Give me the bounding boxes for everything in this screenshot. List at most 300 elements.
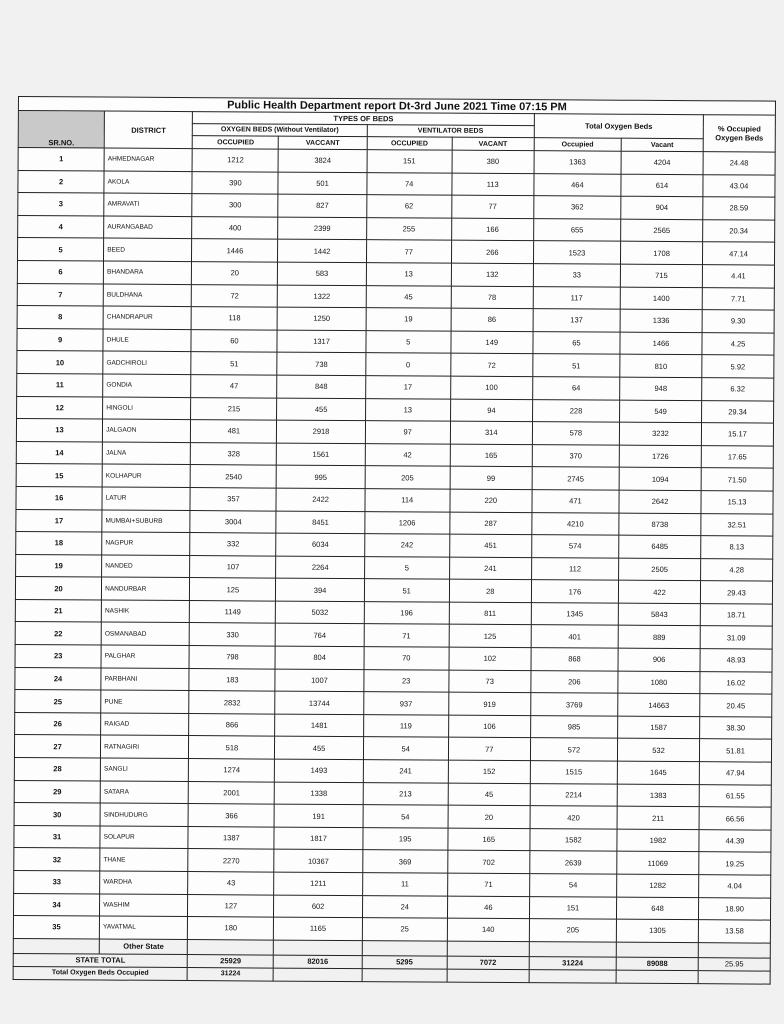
total-vacant: 1708	[620, 242, 702, 265]
total-vacant-header: Vacant	[621, 138, 703, 152]
oxygen-vacant: 1442	[278, 239, 366, 262]
total-vacant: 889	[618, 626, 700, 649]
total-vacant: 1400	[620, 287, 702, 310]
sl-no: 26	[15, 712, 101, 735]
oxygen-occupied: 2832	[189, 691, 275, 714]
ventilator-vacant: 287	[450, 512, 532, 535]
pct-occupied: 29.43	[700, 581, 772, 604]
total-occupied-value: 31224	[187, 967, 273, 981]
oxygen-occupied: 2001	[189, 781, 275, 804]
oxygen-vacant: 2918	[277, 420, 365, 443]
total-occupied: 137	[533, 309, 620, 332]
total-occupied: 655	[533, 218, 620, 241]
sl-no: 3	[18, 193, 104, 216]
sl-no: 5	[17, 238, 103, 261]
district-name: RAIGAD	[101, 713, 189, 736]
ventilator-vacant: 102	[449, 647, 531, 670]
district-name: OSMANABAD	[101, 622, 189, 645]
pct-occupied: 38.30	[700, 717, 772, 740]
pct-occupied: 31.09	[700, 626, 772, 649]
oxygen-vacant: 1007	[275, 669, 363, 692]
oxygen-vacant: 8451	[276, 511, 364, 534]
oxygen-vacant: 2399	[278, 217, 366, 240]
ventilator-occupied: 54	[363, 805, 448, 828]
report-sheet	[13, 96, 776, 978]
sl-no: 28	[14, 758, 100, 781]
oxygen-occupied: 125	[190, 578, 276, 601]
sl-no: 17	[16, 509, 102, 532]
ventilator-vacant: 73	[449, 670, 531, 693]
ventilator-occupied: 119	[363, 714, 448, 737]
pct-occupied: 15.17	[701, 423, 773, 446]
oxygen-occupied: 798	[189, 646, 275, 669]
sl-no-header: SR.NO.	[18, 111, 104, 149]
oxygen-vacant: 804	[275, 646, 363, 669]
total-occupied: 1363	[534, 151, 621, 174]
pct-occupied: 61.55	[699, 784, 771, 807]
ventilator-occupied: 11	[362, 873, 447, 896]
oxygen-vacant: 1317	[277, 330, 365, 353]
pct-occupied: 5.92	[702, 355, 774, 378]
other-state-cell	[188, 939, 274, 955]
sl-no: 27	[14, 735, 100, 758]
oxygen-vacant: 583	[278, 262, 366, 285]
total-occupied-header: Occupied	[534, 138, 621, 152]
ventilator-occupied: 213	[363, 782, 448, 805]
pct-occupied-header: % Occupied Oxygen Beds	[703, 115, 775, 152]
ventilator-vacant: 99	[450, 466, 532, 489]
oxygen-occupied: 481	[191, 420, 277, 443]
oxygen-occupied: 127	[188, 894, 274, 917]
other-state-cell	[362, 940, 447, 956]
ventilator-vacant: 77	[452, 195, 534, 218]
state-total-ventilator-occupied: 5295	[362, 955, 447, 969]
total-vacant: 1305	[616, 919, 698, 942]
sl-no: 23	[15, 645, 101, 668]
other-state-sl	[13, 938, 99, 954]
sl-no: 35	[13, 916, 99, 939]
district-name: NASHIK	[101, 600, 189, 623]
other-state-cell	[616, 942, 698, 958]
oxygen-vacant: 2264	[276, 556, 364, 579]
total-occupied: 117	[533, 286, 620, 309]
oxygen-occupied: 118	[191, 307, 277, 330]
ventilator-vacant: 166	[451, 218, 533, 241]
district-name: BHANDARA	[103, 261, 191, 284]
sl-no: 14	[16, 441, 102, 464]
sl-no: 9	[17, 328, 103, 351]
total-vacant: 1645	[617, 761, 699, 784]
district-header: DISTRICT	[104, 111, 192, 149]
pct-occupied: 8.13	[701, 536, 773, 559]
ventilator-occupied: 74	[367, 172, 452, 195]
ventilator-vacant: 45	[448, 783, 530, 806]
oxygen-occupied: 1149	[190, 600, 276, 623]
total-occupied-empty	[529, 969, 616, 983]
pct-occupied: 44.39	[699, 829, 771, 852]
pct-occupied: 7.71	[702, 287, 774, 310]
total-vacant: 14663	[618, 693, 700, 716]
district-name: BULDHANA	[103, 284, 191, 307]
oxygen-occupied-header: OCCUPIED	[193, 136, 279, 150]
oxygen-vacant: 455	[277, 398, 365, 421]
oxygen-occupied: 866	[189, 713, 275, 736]
total-occupied: 574	[532, 535, 619, 558]
ventilator-vacant: 165	[448, 828, 530, 851]
ventilator-occupied: 42	[365, 443, 450, 466]
ventilator-occupied: 54	[363, 737, 448, 760]
ventilator-occupied: 241	[363, 760, 448, 783]
pct-occupied: 66.56	[699, 807, 771, 830]
total-occupied: 1523	[533, 241, 620, 264]
district-name: GADCHIROLI	[103, 351, 191, 374]
oxygen-vacant: 3824	[279, 149, 367, 172]
total-occupied: 65	[533, 331, 620, 354]
state-total-oxygen-occupied: 25929	[188, 954, 274, 968]
total-occupied-label: Total Oxygen Beds Occupied	[13, 966, 187, 980]
pct-occupied: 32.51	[701, 513, 773, 536]
total-occupied: 985	[530, 715, 617, 738]
total-occupied: 2745	[532, 467, 619, 490]
state-total-total-occupied: 31224	[529, 956, 616, 970]
oxygen-occupied: 180	[188, 917, 274, 940]
oxygen-occupied: 518	[189, 736, 275, 759]
oxygen-occupied: 43	[188, 872, 274, 895]
total-occupied: 2214	[530, 783, 617, 806]
ventilator-occupied: 5	[366, 330, 451, 353]
ventilator-vacant: 86	[451, 308, 533, 331]
total-occupied: 206	[531, 670, 618, 693]
types-of-beds-header: TYPES OF BEDS	[193, 112, 535, 126]
oxygen-vacant: 1481	[275, 714, 363, 737]
oxygen-occupied: 390	[192, 171, 278, 194]
oxygen-occupied: 366	[188, 804, 274, 827]
ventilator-occupied: 77	[366, 240, 451, 263]
oxygen-occupied: 300	[192, 194, 278, 217]
total-occupied: 54	[529, 874, 616, 897]
total-occupied: 4210	[532, 512, 619, 535]
pct-occupied: 29.34	[702, 400, 774, 423]
sl-no: 11	[17, 373, 103, 396]
district-name: RATNAGIRI	[101, 735, 189, 758]
district-name: SINDHUDURG	[100, 803, 188, 826]
district-name: BEED	[104, 238, 192, 261]
pct-occupied: 43.04	[703, 174, 775, 197]
sl-no: 31	[14, 825, 100, 848]
oxygen-vaccant-header: VACCANT	[279, 136, 367, 150]
district-name: AMRAVATI	[104, 193, 192, 216]
sl-no: 34	[13, 893, 99, 916]
total-vacant: 532	[617, 739, 699, 762]
oxygen-occupied: 1446	[192, 239, 278, 262]
oxygen-occupied: 107	[190, 555, 276, 578]
total-occupied: 868	[531, 648, 618, 671]
report-title: Public Health Department report Dt-3rd June 2021 Time 07:15 PM	[18, 97, 775, 116]
oxygen-vacant: 6034	[276, 533, 364, 556]
oxygen-vacant: 1165	[274, 917, 362, 940]
ventilator-vacant: 811	[449, 602, 531, 625]
ventilator-occupied: 51	[364, 579, 449, 602]
pct-occupied: 19.25	[699, 852, 771, 875]
district-name: AURANGABAD	[104, 216, 192, 239]
total-vacant: 948	[620, 377, 702, 400]
oxygen-occupied: 51	[191, 352, 277, 375]
ventilator-vacant: 46	[447, 896, 529, 919]
total-vacant: 1080	[618, 671, 700, 694]
ventilator-occupied: 255	[366, 217, 451, 240]
oxygen-occupied: 357	[190, 487, 276, 510]
oxygen-vacant: 1561	[277, 443, 365, 466]
ventilator-vacant: 241	[449, 557, 531, 580]
total-occupied: 205	[529, 919, 616, 942]
oxygen-vacant: 1338	[275, 782, 363, 805]
total-occupied: 51	[533, 354, 620, 377]
oxygen-occupied: 3004	[190, 510, 276, 533]
sl-no: 1	[18, 148, 104, 171]
total-occupied: 572	[530, 738, 617, 761]
pct-occupied: 6.32	[702, 378, 774, 401]
total-vacant: 1466	[620, 332, 702, 355]
district-name: JALNA	[102, 442, 190, 465]
ventilator-vacant: 78	[451, 286, 533, 309]
ventilator-occupied: 937	[363, 692, 448, 715]
total-vacant: 904	[621, 196, 703, 219]
ventilator-vacant: 152	[448, 760, 530, 783]
district-name: GONDIA	[103, 374, 191, 397]
total-vacant: 810	[620, 355, 702, 378]
other-state-cell	[529, 941, 616, 957]
total-occupied: 176	[531, 580, 618, 603]
oxygen-vacant: 13744	[275, 691, 363, 714]
total-vacant: 1587	[618, 716, 700, 739]
oxygen-occupied: 215	[191, 397, 277, 420]
ventilator-vacant: 165	[450, 444, 532, 467]
oxygen-occupied: 2270	[188, 849, 274, 872]
oxygen-beds-table	[13, 96, 776, 984]
district-name: AHMEDNAGAR	[104, 148, 192, 171]
total-vacant: 1726	[619, 445, 701, 468]
oxygen-vacant: 1250	[278, 307, 366, 330]
ventilator-occupied: 71	[364, 624, 449, 647]
pct-occupied: 18.71	[700, 604, 772, 627]
district-name: NANDURBAR	[102, 577, 190, 600]
oxygen-vacant: 848	[277, 375, 365, 398]
total-occupied: 471	[532, 490, 619, 513]
total-oxygen-beds-header: Total Oxygen Beds	[534, 114, 703, 139]
oxygen-vacant: 827	[278, 194, 366, 217]
ventilator-vacant: 702	[448, 851, 530, 874]
oxygen-vacant: 1817	[274, 827, 362, 850]
district-name: SATARA	[100, 781, 188, 804]
ventilator-occupied: 70	[364, 647, 449, 670]
state-total-label: STATE TOTAL	[13, 953, 187, 967]
pct-occupied: 4.25	[702, 332, 774, 355]
oxygen-vacant: 995	[277, 465, 365, 488]
oxygen-vacant: 1211	[274, 872, 362, 895]
ventilator-vacant: 77	[448, 738, 530, 761]
oxygen-occupied: 330	[189, 623, 275, 646]
pct-occupied: 17.65	[701, 445, 773, 468]
state-total-pct: 25.95	[698, 957, 770, 970]
district-name: NANDED	[102, 555, 190, 578]
ventilator-vacant: 132	[451, 263, 533, 286]
district-name: PUNE	[101, 690, 189, 713]
total-occupied: 64	[532, 377, 619, 400]
total-occupied-empty	[616, 970, 698, 984]
ventilator-vacant: 314	[450, 421, 532, 444]
ventilator-occupied: 1206	[364, 511, 449, 534]
oxygen-occupied: 183	[189, 668, 275, 691]
ventilator-vacant: 220	[450, 489, 532, 512]
ventilator-occupied: 62	[366, 195, 451, 218]
pct-occupied: 18.90	[699, 897, 771, 920]
ventilator-occupied: 45	[366, 285, 451, 308]
sl-no: 20	[15, 577, 101, 600]
sl-no: 13	[16, 419, 102, 442]
pct-occupied: 24.48	[703, 152, 775, 175]
ventilator-occupied: 19	[366, 308, 451, 331]
district-name: MUMBAI+SUBURB	[102, 510, 190, 533]
oxygen-vacant: 455	[275, 737, 363, 760]
district-name: WARDHA	[100, 871, 188, 894]
sl-no: 19	[16, 554, 102, 577]
pct-occupied: 15.13	[701, 491, 773, 514]
oxygen-beds-header: OXYGEN BEDS (Without Ventilator)	[193, 124, 367, 137]
district-name: SOLAPUR	[100, 826, 188, 849]
total-vacant: 8738	[619, 513, 701, 536]
district-name: NAGPUR	[102, 532, 190, 555]
ventilator-occupied: 369	[362, 850, 447, 873]
pct-occupied: 9.30	[702, 310, 774, 333]
sl-no: 10	[17, 351, 103, 374]
ventilator-occupied: 25	[362, 918, 447, 941]
ventilator-vacant: 919	[449, 692, 531, 715]
ventilator-occupied: 13	[366, 263, 451, 286]
district-name: AKOLA	[104, 171, 192, 194]
total-occupied: 578	[532, 422, 619, 445]
other-state-cell	[698, 942, 770, 957]
total-occupied: 464	[534, 173, 621, 196]
ventilator-vacant: 380	[452, 150, 534, 173]
total-vacant: 2505	[619, 558, 701, 581]
oxygen-vacant: 5032	[276, 601, 364, 624]
sl-no: 6	[17, 260, 103, 283]
pct-occupied: 47.94	[699, 762, 771, 785]
pct-occupied: 4.41	[702, 265, 774, 288]
sl-no: 30	[14, 803, 100, 826]
oxygen-occupied: 72	[192, 284, 278, 307]
oxygen-occupied: 328	[191, 442, 277, 465]
district-name: PARBHANI	[101, 668, 189, 691]
sl-no: 18	[16, 532, 102, 555]
ventilator-vacant: 71	[447, 873, 529, 896]
other-state-cell	[447, 941, 529, 957]
ventilator-occupied: 195	[363, 827, 448, 850]
district-name: YAVATMAL	[99, 916, 187, 939]
oxygen-vacant: 738	[277, 352, 365, 375]
total-vacant: 2565	[621, 219, 703, 242]
ventilator-occupied: 151	[367, 150, 452, 173]
ventilator-occupied: 242	[364, 534, 449, 557]
total-occupied: 112	[531, 557, 618, 580]
oxygen-vacant: 10367	[274, 849, 362, 872]
ventilator-vacant: 149	[451, 331, 533, 354]
total-vacant: 648	[616, 897, 698, 920]
total-occupied: 1582	[530, 828, 617, 851]
total-occupied: 362	[534, 196, 621, 219]
total-vacant: 11069	[617, 852, 699, 875]
ventilator-occupied: 24	[362, 895, 447, 918]
ventilator-occupied: 114	[365, 489, 450, 512]
pct-occupied: 71.50	[701, 468, 773, 491]
oxygen-vacant: 2422	[276, 488, 364, 511]
ventilator-vacant: 20	[448, 805, 530, 828]
ventilator-occupied: 97	[365, 421, 450, 444]
total-occupied: 3769	[531, 693, 618, 716]
sl-no: 21	[15, 599, 101, 622]
sl-no: 4	[18, 215, 104, 238]
district-name: LATUR	[102, 487, 190, 510]
pct-occupied: 4.28	[701, 558, 773, 581]
oxygen-occupied: 1274	[189, 759, 275, 782]
total-vacant: 5843	[618, 603, 700, 626]
ventilator-occupied: 196	[364, 601, 449, 624]
ventilator-vacant: 125	[449, 625, 531, 648]
total-occupied-empty	[447, 969, 529, 983]
district-rows	[13, 148, 775, 943]
ventilator-occupied: 17	[365, 376, 450, 399]
district-name: DHULE	[103, 329, 191, 352]
ventilator-vacant: 113	[452, 173, 534, 196]
ventilator-vacant: 451	[449, 534, 531, 557]
state-total-total-vacant: 89088	[616, 957, 698, 971]
oxygen-occupied: 47	[191, 375, 277, 398]
pct-occupied: 47.14	[703, 242, 775, 265]
oxygen-occupied: 60	[191, 329, 277, 352]
sl-no: 2	[18, 170, 104, 193]
oxygen-occupied: 20	[192, 262, 278, 285]
district-name: SANGLI	[100, 758, 188, 781]
total-vacant: 1282	[617, 874, 699, 897]
sl-no: 24	[15, 667, 101, 690]
sl-no: 12	[17, 396, 103, 419]
total-vacant: 614	[621, 174, 703, 197]
oxygen-vacant: 394	[276, 578, 364, 601]
sl-no: 22	[15, 622, 101, 645]
total-vacant: 1336	[620, 309, 702, 332]
ventilator-vacant: 72	[451, 353, 533, 376]
total-occupied: 401	[531, 625, 618, 648]
sl-no: 25	[15, 690, 101, 713]
pct-occupied: 48.93	[700, 649, 772, 672]
district-name: PALGHAR	[101, 645, 189, 668]
total-occupied: 228	[532, 399, 619, 422]
sl-no: 32	[14, 848, 100, 871]
district-name: HINGOLI	[103, 397, 191, 420]
ventilator-beds-header: VENTILATOR BEDS	[367, 125, 534, 138]
total-vacant: 3232	[619, 422, 701, 445]
ventilator-vacant: 28	[449, 579, 531, 602]
total-occupied: 370	[532, 444, 619, 467]
oxygen-vacant: 501	[278, 172, 366, 195]
pct-occupied: 13.58	[698, 920, 770, 943]
ventilator-vacant-header: VACANT	[452, 137, 534, 151]
ventilator-occupied-header: OCCUPIED	[367, 137, 452, 151]
district-name: KOLHAPUR	[102, 464, 190, 487]
state-total-oxygen-vacant: 82016	[274, 955, 362, 969]
total-occupied-empty	[698, 970, 770, 983]
total-occupied: 151	[529, 896, 616, 919]
